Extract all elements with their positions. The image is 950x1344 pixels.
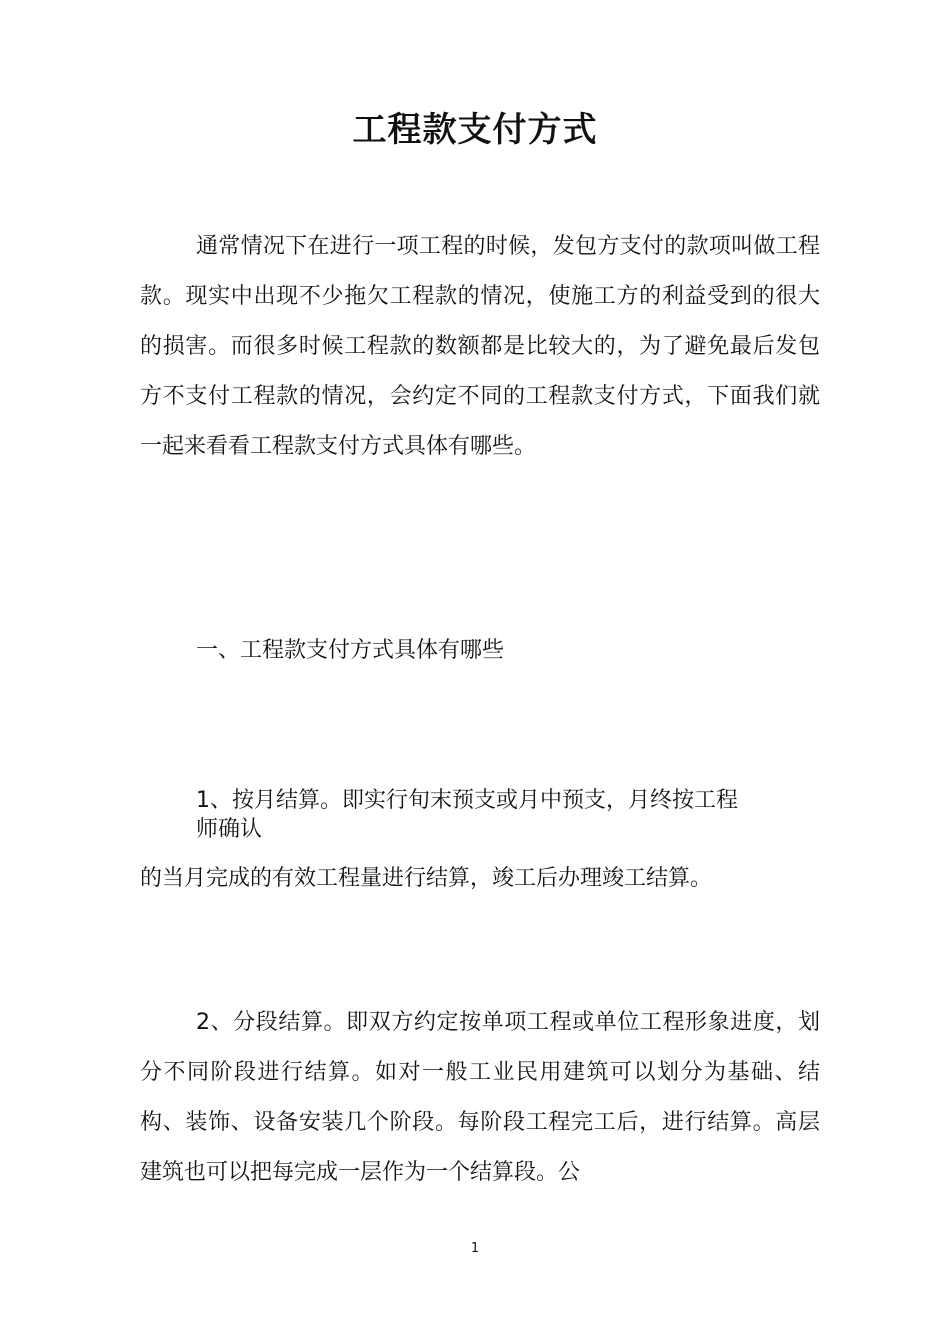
page-number: 1 bbox=[470, 1241, 480, 1256]
document-title: 工程款支付方式 bbox=[352, 110, 598, 150]
item-1-line-1: 1、按月结算。即实行旬末预支或月中预支，月终按工程 bbox=[196, 788, 738, 813]
intro-paragraph: 通常情况下在进行一项工程的时候，发包方支付的款项叫做工程款。现实中出现不少拖欠工程款的情况，使施工方的利益受到的很大的损害。而很多时候工程款的数额都是比较大的，为了避免最后发包方不支付工程款的情况，会约定不同的工程款支付方式，下面我们就一起来看看工程款支付方式具体有哪些。 bbox=[140, 234, 820, 459]
item-1-line-3: 的当月完成的有效工程量进行结算，竣工后办理竣工结算。 bbox=[140, 866, 713, 891]
item-1-line-2: 师确认 bbox=[196, 817, 263, 842]
item-2-paragraph: 2、分段结算。即双方约定按单项工程或单位工程形象进度，划分不同阶段进行结算。如对一般工业民用建筑可以划分为基础、结构、装饰、设备安装几个阶段。每阶段工程完工后，进行结算。高层建筑也可以把每完成一层作为一个结算段。公 bbox=[140, 1010, 820, 1185]
section-heading: 一、工程款支付方式具体有哪些 bbox=[196, 638, 505, 663]
